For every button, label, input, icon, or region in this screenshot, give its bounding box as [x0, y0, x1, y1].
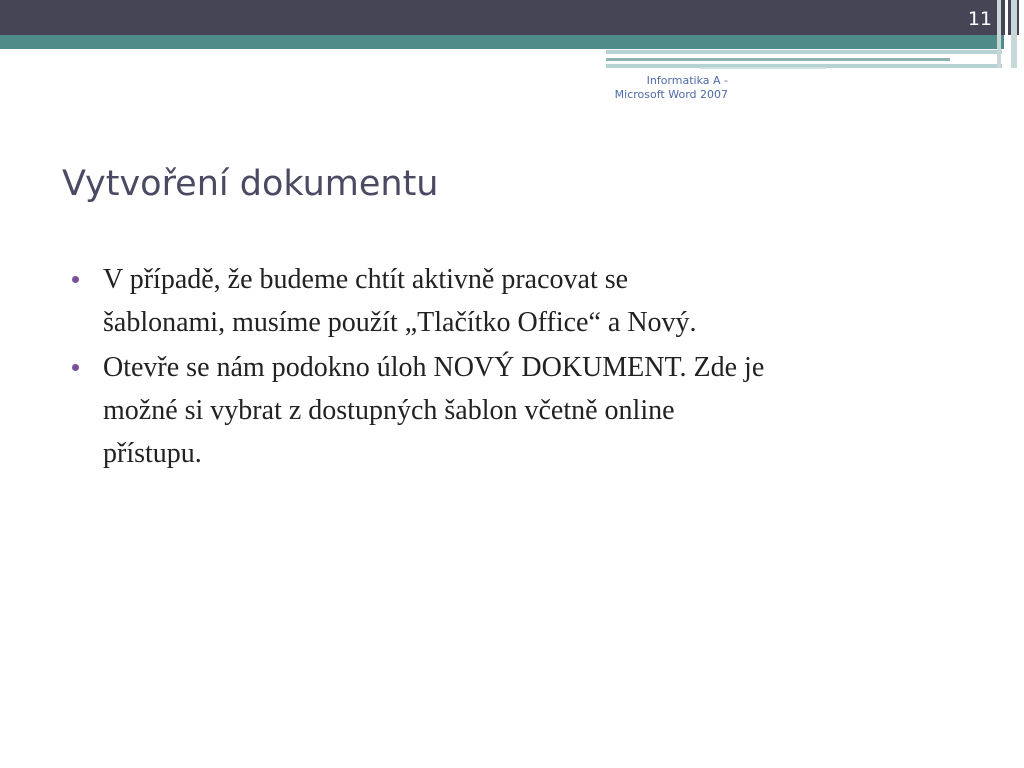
slide-title: Vytvoření dokumentu	[62, 164, 439, 204]
bullet-text-line: možné si vybrat z dostupných šablon včetně online	[103, 395, 675, 426]
decorative-vertical-stripe	[1011, 0, 1017, 68]
decorative-line	[606, 50, 1002, 54]
bullet-list	[72, 258, 972, 477]
footer-line-course: Informatika A -	[646, 74, 728, 87]
top-header-bar	[0, 0, 1024, 35]
footer-line-topic: Microsoft Word 2007	[614, 88, 728, 101]
bullet-item	[72, 346, 972, 475]
teal-accent-band	[0, 35, 1004, 49]
decorative-line	[700, 67, 826, 69]
bullet-text-line: Otevře se nám podokno úloh NOVÝ DOKUMENT. Zde je	[103, 352, 765, 383]
bullet-text-line: V případě, že budeme chtít aktivně pracovat se	[103, 264, 629, 295]
slide-footer	[590, 74, 728, 102]
bullet-dot-icon	[72, 364, 79, 371]
decorative-vertical-stripe	[1005, 0, 1008, 68]
decorative-vertical-stripe	[1019, 0, 1024, 68]
bullet-text-line: přístupu.	[103, 438, 202, 469]
bullet-text-line: šablonami, musíme použít „Tlačítko Office“ a Nový.	[103, 307, 697, 338]
slide-number: 11	[967, 8, 992, 30]
decorative-line	[606, 58, 950, 61]
bullet-item	[72, 258, 972, 344]
bullet-dot-icon	[72, 276, 79, 283]
decorative-vertical-stripe	[997, 0, 1001, 68]
